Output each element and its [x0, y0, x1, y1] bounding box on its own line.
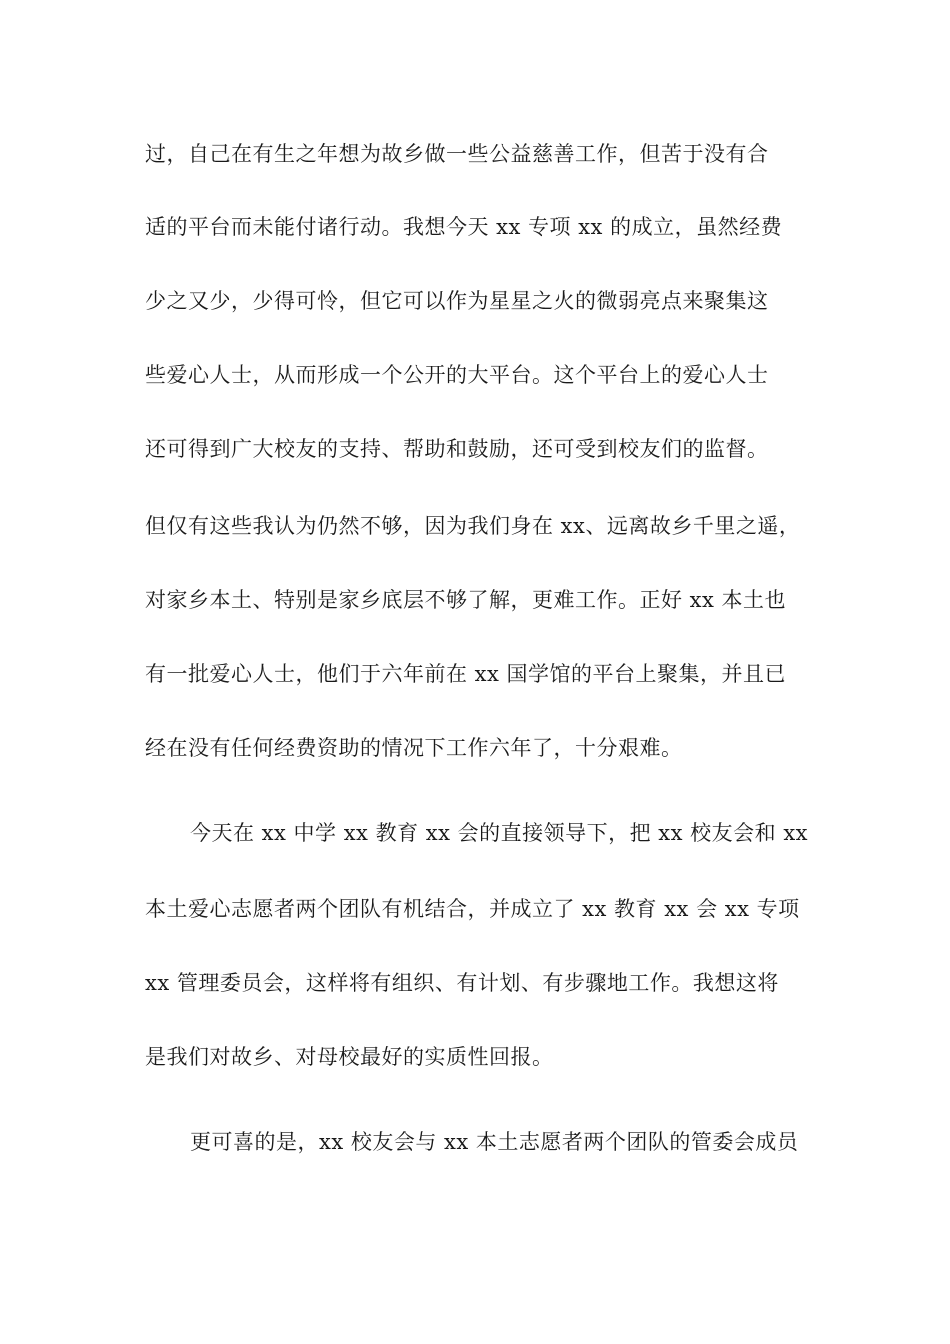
- paragraph-1-line-5: 还可得到广大校友的支持、帮助和鼓励，还可受到校友们的监督。: [145, 437, 769, 461]
- paragraph-2-line-1: 今天在 xx 中学 xx 教育 xx 会的直接领导下，把 xx 校友会和 xx: [190, 821, 809, 845]
- paragraph-3-line-1: 更可喜的是，xx 校友会与 xx 本土志愿者两个团队的管委会成员: [190, 1130, 799, 1154]
- paragraph-1-line-9: 经在没有任何经费资助的情况下工作六年了，十分艰难。: [145, 736, 683, 760]
- paragraph-1-line-8: 有一批爱心人士，他们于六年前在 xx 国学馆的平台上聚集，并且已: [145, 662, 787, 686]
- paragraph-1-line-2: 适的平台而未能付诸行动。我想今天 xx 专项 xx 的成立，虽然经费: [145, 215, 783, 239]
- paragraph-1-line-7: 对家乡本土、特别是家乡底层不够了解，更难工作。正好 xx 本土也: [145, 588, 787, 612]
- paragraph-2-line-4: 是我们对故乡、对母校最好的实质性回报。: [145, 1045, 554, 1069]
- paragraph-1-line-6: 但仅有这些我认为仍然不够，因为我们身在 xx、远离故乡千里之遥，: [145, 514, 801, 538]
- paragraph-2-line-3: xx 管理委员会，这样将有组织、有计划、有步骤地工作。我想这将: [145, 971, 779, 995]
- paragraph-2-line-2: 本土爱心志愿者两个团队有机结合，并成立了 xx 教育 xx 会 xx 专项: [145, 897, 800, 921]
- paragraph-1-line-3: 少之又少，少得可怜，但它可以作为星星之火的微弱亮点来聚集这: [145, 289, 769, 313]
- paragraph-1-line-4: 些爱心人士，从而形成一个公开的大平台。这个平台上的爱心人士: [145, 363, 769, 387]
- paragraph-1-line-1: 过，自己在有生之年想为故乡做一些公益慈善工作，但苦于没有合: [145, 142, 769, 166]
